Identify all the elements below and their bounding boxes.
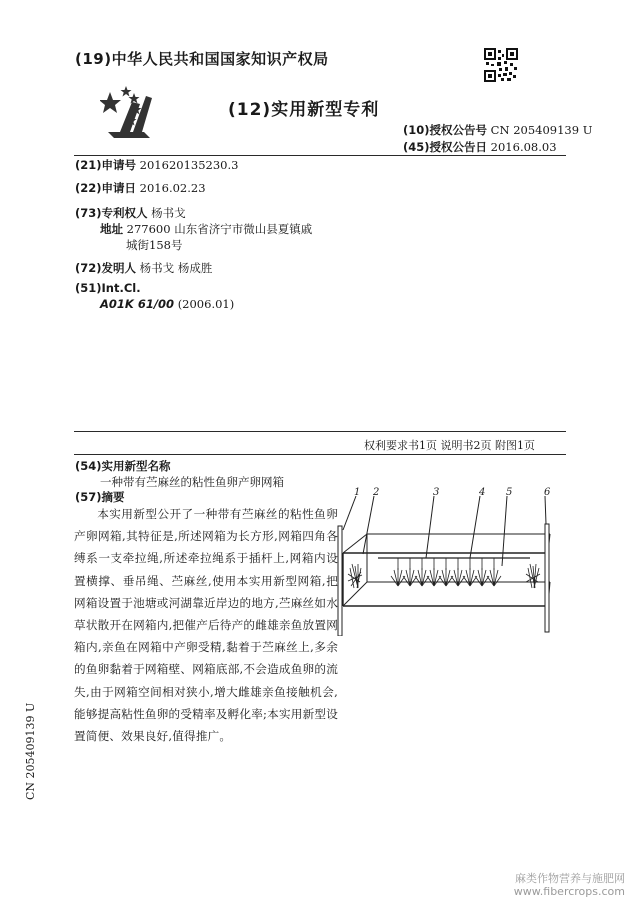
application-number: 201620135230.3 [139, 158, 239, 172]
qr-code-icon [484, 48, 518, 82]
title-label: (54)实用新型名称 [75, 459, 171, 473]
address-row [100, 221, 312, 237]
abstract-text [74, 503, 338, 747]
abstract-paragraph: 本实用新型公开了一种带有苎麻丝的粘性鱼卵产卵网箱,其特征是,所述网箱为长方形,网箱四角各缚系一支牵拉绳,所述牵拉绳系于插杆上,网箱内设置横撑、垂吊绳、苎麻丝,使用本实用新型网箱,把网箱设置于池塘或河湖靠近岸边的地方,苎麻丝如水草状散开在网箱内,把催产后待产的雌雄亲鱼放置网箱内,亲鱼在网箱中产卵受精,黏着于苎麻丝上,多余的鱼卵黏着于网箱壁、网箱底部,不会造成鱼卵的流失,由于网箱空间相对狭小,增大雌雄亲鱼接触机会,能够提高粘性鱼卵的受精率及孵化率;本实用新型设置简便、效果良好,值得推广。 [74, 507, 338, 744]
filing-date-row [75, 180, 206, 196]
inventor-row [75, 260, 212, 276]
publication-date: 2016.08.03 [490, 140, 557, 154]
pages-divider-top [74, 431, 566, 432]
patentee-row [75, 205, 186, 221]
intcl-label-text: (51)Int.Cl. [75, 281, 141, 295]
application-number-label: (21)申请号 [75, 158, 137, 172]
filing-date: 2016.02.23 [139, 181, 206, 195]
cnipa-logo [100, 82, 158, 140]
address-line-2: 城街158号 [126, 238, 183, 252]
publication-number-row [403, 122, 592, 138]
filing-date-label: (22)申请日 [75, 181, 137, 195]
inventors: 杨书戈 杨成胜 [139, 261, 213, 275]
figure-label-4: 4 [479, 487, 486, 498]
intcl-label [75, 281, 141, 295]
utility-model-title: 一种带有苎麻丝的粘性鱼卵产卵网箱 [100, 475, 284, 489]
address-label: 地址 [100, 222, 123, 236]
figure-label-1: 1 [354, 487, 361, 498]
figure-label-3: 3 [433, 487, 440, 498]
publication-date-row [403, 139, 557, 155]
net-cage-figure [330, 486, 562, 636]
figure-label-6: 6 [544, 487, 551, 498]
document-type: (12)实用新型专利 [228, 100, 380, 120]
figure-label-5: 5 [506, 487, 513, 498]
inventor-label: (72)发明人 [75, 261, 137, 275]
watermark [514, 872, 625, 898]
application-number-row [75, 157, 238, 173]
intcl-row [100, 297, 234, 311]
publication-date-label: (45)授权公告日 [403, 140, 488, 154]
patentee-label: (73)专利权人 [75, 206, 148, 220]
intcl-version: (2006.01) [177, 297, 235, 311]
watermark-line-1: 麻类作物营养与施肥网 [515, 872, 625, 885]
patentee: 杨书戈 [151, 206, 186, 220]
pages-info: 权利要求书1页 说明书2页 附图1页 [364, 439, 535, 452]
header-divider [74, 155, 566, 156]
abstract-label: (57)摘要 [75, 490, 125, 504]
publication-number: CN 205409139 U [490, 123, 593, 137]
address-line-1: 277600 山东省济宁市微山县夏镇戚 [126, 222, 313, 236]
figure-label-2: 2 [373, 487, 380, 498]
publication-number-label: (10)授权公告号 [403, 123, 488, 137]
office-name: (19)中华人民共和国国家知识产权局 [75, 50, 329, 68]
side-publication-number: CN 205409139 U [24, 702, 37, 800]
pages-divider-bottom [74, 454, 566, 455]
intcl-code: A01K 61/00 [100, 297, 175, 311]
watermark-line-2: www.fibercrops.com [513, 885, 625, 898]
